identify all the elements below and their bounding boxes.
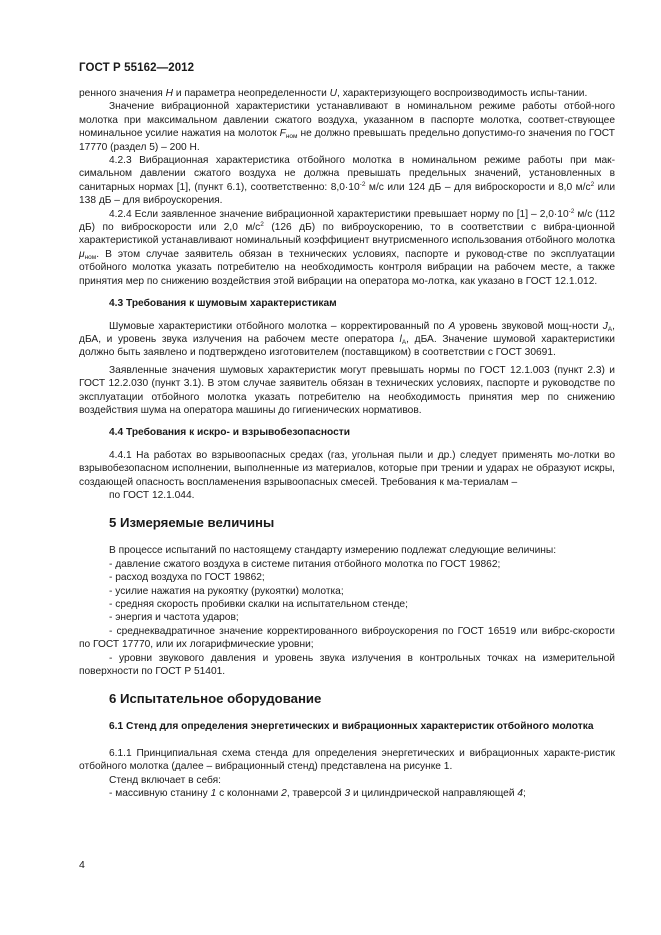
list-item-stand: - массивную станину 1 с колоннами 2, траверсой 3 и цилиндрической направляющей 4; [109, 788, 526, 800]
section-5-heading: 5 Измеряемые величины [109, 515, 275, 531]
heading-4-3: 4.3 Требования к шумовым характеристикам [109, 298, 337, 310]
paragraph-4-4-1: 4.4.1 На работах во взрывоопасных средах (газ, угольная пыли и др.) следует применять мо-лотки во взрывобезопасном исполнении, выполненные из материалов, которые при трении и ударах не образуют искры, создающей опасность воспламенения взрывоопасных смесей. Требования к ма-териалам – [79, 449, 615, 488]
list-item-measured: - расход воздуха по ГОСТ 19862; [109, 572, 265, 584]
page-number: 4 [79, 859, 85, 871]
list-item-measured: - усилие нажатия на рукоятку (рукоятки) молотка; [109, 585, 344, 597]
paragraph-noise-exceed: Заявленные значения шумовых характеристик могут превышать нормы по ГОСТ 12.1.003 (пункт 2.3) и ГОСТ 12.2.030 (пункт 3.1). В этом случае заявитель обязан в технических условиях, паспорте и руководстве по эксплуатации отбойного молотка указать потребителю на необходимость принятия мер по снижению воздействия шума на оператора машины до гигиенических нормативов. [79, 364, 615, 416]
heading-6-1: 6.1 Стенд для определения энергетических и вибрационных характеристик отбойного молотка [109, 721, 594, 733]
list-item-measured: - давление сжатого воздуха в системе питания отбойного молотка по ГОСТ 19862; [109, 558, 501, 570]
list-item-measured: - энергия и частота ударов; [109, 612, 239, 624]
standard-header: ГОСТ Р 55162—2012 [79, 62, 195, 74]
paragraph-6-1-1: 6.1.1 Принципиальная схема стенда для определения энергетических и вибрационных характе-ристик отбойного молотка (далее – вибрационный стенд) представлена на рисунке 1. [79, 747, 615, 773]
paragraph-stand-includes: Стенд включает в себя: [109, 774, 221, 786]
paragraph-4-2-3: 4.2.3 Вибрационная характеристика отбойного молотка в номинальном режиме работы при мак-симальном давлении сжатого воздуха не должна превышать предельных значений, установленных в санитарных нормах [1], (пункт 6.1), соответственно: $8,0\cdot 10^{-2}$ м/с или 124 дБ – для виброскорости и 8,0 $м/с^2$ или 138 дБ – для виброускорения. [79, 155, 616, 207]
paragraph-4-4-1-ref: по ГОСТ 12.1.044. [109, 489, 195, 501]
page-content [79, 87, 615, 800]
paragraph-vibration-value: Значение вибрационной характеристики устанавливают в номинальном режиме работы отбой-ного молотка при максимальном давлении сжатого воздуха, указанном в паспорте молотка, соответ-ствующее номинальное усилие нажатия на молоток $F_{ном}$ не должно превышать предельно допустимо-го значения по ГОСТ 17770 (раздел 5) – 200 Н. [79, 101, 615, 153]
paragraph-measured-intro: В процессе испытаний по настоящему стандарту измерению подлежат следующие величины: [109, 545, 557, 557]
paragraph-continuation: ренного значения H и параметра неопределенности U, характеризующего воспроизводимость испы-тании. [79, 88, 588, 99]
paragraph-4-2-4: 4.2.4 Если заявленное значение вибрационной характеристики превышает норму по $[1] - 2,0\cdot 10^{-2}$ м/с (112 дБ) по виброскорости или 2,0 $м/с^2$ (126 дБ) по виброускорению, то в соответствии с вибра-ционной характеристикой устанавливают номинальный коэффициент внутрисменного использования отбойного молотка $\mu_{ном}$. В этом случае заявитель обязан в технических условиях, паспорте и руковод-стве по эксплуатации отбойного молотка указать потребителю на необходимость контроля вибрации на рабочем месте, а также принятия мер по снижению воздействия этой вибрации на оператора мо-лотка, как указано в ГОСТ 12.1.012. [79, 207, 615, 287]
list-item-measured: - средняя скорость пробивки скалки на испытательном стенде; [109, 599, 408, 610]
section-6-heading: 6 Испытательное оборудование [109, 691, 322, 707]
list-item-measured: - среднеквадратичное значение корректированного виброускорения по ГОСТ 16519 или вибрс-скорости по ГОСТ 17770, или их логарифмические уровни; [79, 625, 615, 651]
paragraph-noise-characteristics: Шумовые характеристики отбойного молотка – корректированный по А уровень звуковой мощ-ности $J_А$, дБА, и уровень звука излучения на рабочем месте оператора $l_А$, дБА. Значение шумовой характеристики должно быть заявлено и подтверждено изготовителем (поставщиком) в соответствии с ГОСТ 30691. [79, 320, 616, 359]
list-item-measured: - уровни звукового давления и уровень звука излучения в контрольных точках на измерительной поверхности по ГОСТ Р 51401. [79, 652, 615, 678]
heading-4-4: 4.4 Требования к искро- и взрывобезопасности [109, 427, 351, 439]
